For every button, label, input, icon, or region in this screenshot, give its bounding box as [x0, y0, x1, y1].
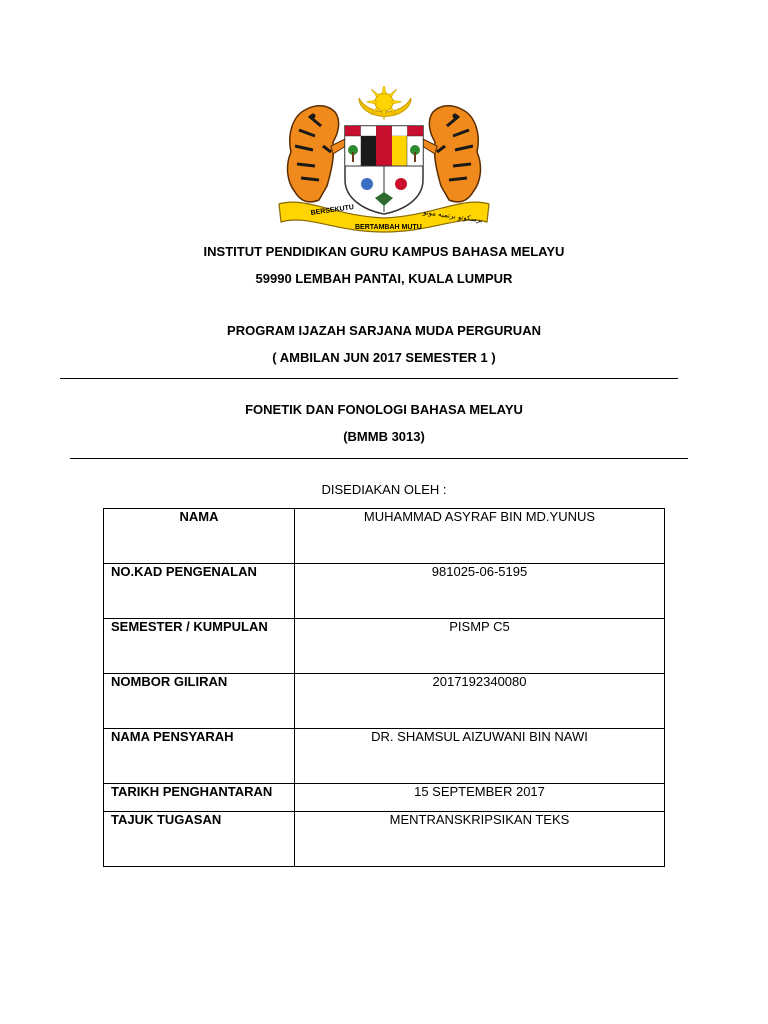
divider-bottom — [70, 458, 688, 459]
coat-of-arms-crest — [275, 86, 493, 234]
table-row — [104, 564, 665, 619]
row-value: MUHAMMAD ASYRAF BIN MD.YUNUS — [295, 509, 665, 564]
row-label: TARIKH PENGHANTARAN — [104, 784, 295, 812]
student-details-table — [103, 508, 665, 867]
row-value: 2017192340080 — [295, 674, 665, 729]
table-row — [104, 509, 665, 564]
motto-left-text: BERSEKUTU — [310, 203, 355, 217]
row-value: 981025-06-5195 — [295, 564, 665, 619]
table-row — [104, 812, 665, 867]
table-row — [104, 619, 665, 674]
row-label: NAMA PENSYARAH — [104, 729, 295, 784]
left-tiger — [288, 106, 349, 202]
row-label: NO.KAD PENGENALAN — [104, 564, 295, 619]
course-title: FONETIK DAN FONOLOGI BAHASA MELAYU — [245, 402, 523, 417]
right-tiger — [419, 106, 480, 202]
row-value: PISMP C5 — [295, 619, 665, 674]
table-row — [104, 729, 665, 784]
institute-name: INSTITUT PENDIDIKAN GURU KAMPUS BAHASA MELAYU — [203, 244, 565, 259]
course-code: (BMMB 3013) — [343, 429, 425, 444]
table-row — [104, 784, 665, 812]
row-label: NOMBOR GILIRAN — [104, 674, 295, 729]
program-title: PROGRAM IJAZAH SARJANA MUDA PERGURUAN — [227, 323, 541, 338]
row-value: DR. SHAMSUL AIZUWANI BIN NAWI — [295, 729, 665, 784]
institute-address: 59990 LEMBAH PANTAI, KUALA LUMPUR — [255, 271, 513, 286]
table-row — [104, 674, 665, 729]
row-label: SEMESTER / KUMPULAN — [104, 619, 295, 674]
shield — [345, 126, 423, 214]
row-value: 15 SEPTEMBER 2017 — [295, 784, 665, 812]
row-value: MENTRANSKRIPSIKAN TEKS — [295, 812, 665, 867]
motto-jawi-text: برسکوتو برتمبه موتو — [422, 208, 484, 225]
motto-center-text: BERTAMBAH MUTU — [355, 224, 422, 231]
row-label: NAMA — [104, 509, 295, 564]
row-label: TAJUK TUGASAN — [104, 812, 295, 867]
intake-line: ( AMBILAN JUN 2017 SEMESTER 1 ) — [272, 350, 496, 365]
divider-top — [60, 378, 678, 379]
prepared-by-label: DISEDIAKAN OLEH : — [321, 482, 447, 497]
